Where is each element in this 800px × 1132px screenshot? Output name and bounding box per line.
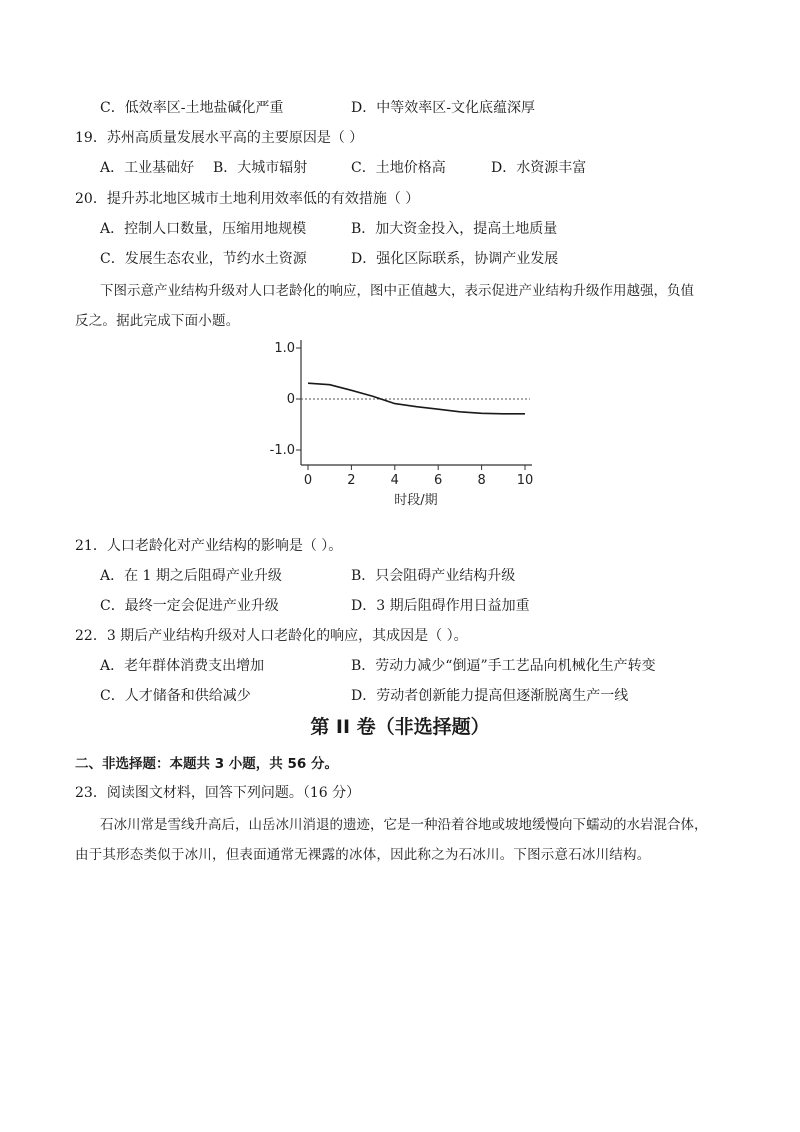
q18-option-d: D．中等效率区-文化底蕴深厚 [351,100,535,116]
q22-option-a: A．老年群体消费支出增加 [100,658,265,674]
q20-option-a: A．控制人口数量，压缩用地规模 [100,221,307,237]
x-tick-label: 0 [303,473,313,488]
q22-option-c: C．人才储备和供给减少 [100,688,251,704]
q22-stem: 22．3 期后产业结构升级对人口老龄化的响应，其成因是（ ）。 [75,628,468,644]
line-chart [260,335,560,515]
q19-stem: 19．苏州高质量发展水平高的主要原因是（ ） [75,130,364,146]
q20-option-c: C．发展生态农业，节约水土资源 [100,251,307,267]
section-header: 二、非选择题：本题共 3 小题，共 56 分。 [75,756,338,772]
y-tick-label: 0 [286,392,295,407]
q19-option-a: A．工业基础好 [100,160,195,176]
q19-option-c: C．土地价格高 [351,160,446,176]
q23-stem: 23．阅读图文材料，回答下列问题。（16 分） [75,785,361,801]
q21-stem: 21．人口老龄化对产业结构的影响是（ ）。 [75,538,343,554]
x-tick-label: 4 [390,473,399,488]
y-tick-label: -1.0 [269,443,295,458]
q23-para-line2: 由于其形态类似于冰川，但表面通常无裸露的冰体，因此称之为石冰川。下图示意石冰川结构。 [75,847,651,863]
x-axis-label: 时段/期 [394,493,438,508]
q21-option-d: D．3 期后阻碍作用日益加重 [351,598,530,614]
q22-option-d: D．劳动者创新能力提高但逐渐脱离生产一线 [351,688,629,704]
q20-option-b: B．加大资金投入，提高土地质量 [351,221,558,237]
series-line [308,383,525,414]
q22-option-b: B．劳动力减少“倒逼”手工艺品向机械化生产转变 [351,658,656,674]
q21-option-a: A．在 1 期之后阻碍产业升级 [100,568,282,584]
chart-intro-line1: 下图示意产业结构升级对人口老龄化的响应，图中正值越大，表示促进产业结构升级作用越强，负值 [100,283,694,299]
q19-option-d: D．水资源丰富 [491,160,587,176]
x-tick-label: 10 [516,473,534,488]
x-tick-label: 2 [347,473,356,488]
q21-option-b: B．只会阻碍产业结构升级 [351,568,516,584]
q21-option-c: C．最终一定会促进产业升级 [100,598,279,614]
q18-option-c: C．低效率区-土地盐碱化严重 [100,100,284,116]
q19-option-b: B．大城市辐射 [213,160,308,176]
q20-stem: 20．提升苏北地区城市土地利用效率低的有效措施（ ） [75,191,420,207]
q20-option-d: D．强化区际联系，协调产业发展 [351,251,559,267]
x-tick-label: 8 [477,473,486,488]
y-tick-label: 1.0 [274,341,295,356]
chart-intro-line2: 反之。据此完成下面小题。 [75,313,240,329]
section-title: 第 II 卷（非选择题） [310,716,490,738]
x-tick-label: 6 [434,473,443,488]
q23-para-line1: 石冰川常是雪线升高后，山岳冰川消退的遗迹，它是一种沿着谷地或坡地缓慢向下蠕动的水岩混合体， [100,817,708,833]
